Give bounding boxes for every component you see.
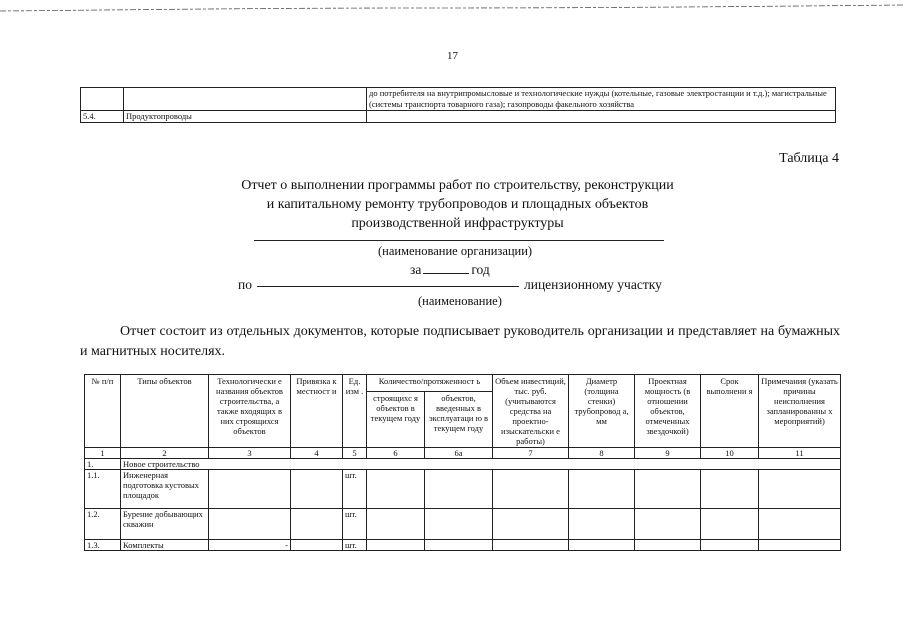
- column-number: 1: [85, 448, 121, 459]
- row-type: Комплекты: [121, 540, 209, 551]
- row-location: [291, 540, 343, 551]
- header-investment: Объем инвестиций, тыс. руб. (учитываются средства на проектно-изыскательски е работы): [493, 375, 569, 448]
- row-cell: [635, 470, 701, 509]
- row-number: 1.1.: [85, 470, 121, 509]
- row-cell: [493, 509, 569, 540]
- row-tech: [209, 509, 291, 540]
- row-cell: [425, 540, 493, 551]
- row-cell: [701, 540, 759, 551]
- year-line: [410, 262, 490, 278]
- table-label: Таблица 4: [779, 151, 839, 166]
- row-name: [124, 88, 367, 111]
- row-location: [291, 509, 343, 540]
- row-cell: [759, 470, 841, 509]
- scan-edge-artifact: [0, 2, 905, 16]
- row-cell: [635, 509, 701, 540]
- title-line: производственной инфраструктуры: [351, 216, 564, 231]
- column-number: 4: [291, 448, 343, 459]
- row-number: 1.3.: [85, 540, 121, 551]
- row-cell: [569, 509, 635, 540]
- body-paragraph: Отчет состоит из отдельных документов, которые подписывает руководитель организации и представляет на бумажных и магнитных носителях.: [80, 324, 840, 359]
- header-row: [85, 375, 841, 392]
- header-diameter: Диаметр (толщина стенки) трубопровод а, мм: [569, 375, 635, 448]
- title-line: и капитальному ремонту трубопроводов и площадных объектов: [266, 197, 649, 212]
- row-cell: [569, 540, 635, 551]
- header-quantity: Количество/протяженност ь: [367, 375, 493, 392]
- row-type: Бурение добывающих скважин: [121, 509, 209, 540]
- row-unit: шт.: [343, 509, 367, 540]
- row-cell: [701, 509, 759, 540]
- column-number: 10: [701, 448, 759, 459]
- row-cell: [493, 470, 569, 509]
- report-table: [84, 374, 841, 551]
- table-row: [85, 509, 841, 540]
- license-prefix: по: [238, 277, 252, 292]
- name-caption: (наименование): [418, 294, 502, 308]
- header-capacity: Проектная мощность (в отношении объектов, отмеченных звездочкой): [635, 375, 701, 448]
- column-number: 8: [569, 448, 635, 459]
- row-cell: [701, 470, 759, 509]
- header-num: № п/п: [85, 375, 121, 448]
- row-type: Инженерная подготовка кустовых площадок: [121, 470, 209, 509]
- header-type: Типы объектов: [121, 375, 209, 448]
- section-label: Новое строительство: [121, 459, 841, 470]
- row-unit: шт.: [343, 470, 367, 509]
- column-number: 9: [635, 448, 701, 459]
- row-cell: [569, 470, 635, 509]
- column-number: 3: [209, 448, 291, 459]
- row-cell: [759, 509, 841, 540]
- header-notes: Примечания (указать причины неисполнения запланированны х мероприятий): [759, 375, 841, 448]
- header-tech-names: Технологически е названия объектов строительства, а также входящих в них строящихся объектов: [209, 375, 291, 448]
- column-number-row: [85, 448, 841, 459]
- table-row: [81, 111, 836, 123]
- column-number: 6: [367, 448, 425, 459]
- row-description: до потребителя на внутрипромысловые и технологические нужды (котельные, газовые электростанции и т.д.); магистральные (системы транспорта товарного газа); газопроводы факельного хозяйства: [367, 88, 836, 111]
- row-cell: [759, 540, 841, 551]
- year-blank: [423, 273, 469, 274]
- row-number: [81, 88, 124, 111]
- license-suffix: лицензионному участку: [523, 277, 662, 292]
- page-number: 17: [447, 50, 458, 62]
- row-number: 1.2.: [85, 509, 121, 540]
- table-row: [85, 470, 841, 509]
- row-location: [291, 470, 343, 509]
- title-line: Отчет о выполнении программы работ по строительству, реконструкции: [241, 178, 674, 193]
- table-row: [85, 540, 841, 551]
- organization-name-blank: [254, 240, 664, 241]
- column-number: 11: [759, 448, 841, 459]
- table-row: [81, 88, 836, 111]
- column-number: 6а: [425, 448, 493, 459]
- column-number: 2: [121, 448, 209, 459]
- header-location: Привязка к местност и: [291, 375, 343, 448]
- row-tech: -: [209, 540, 291, 551]
- year-suffix: год: [471, 262, 490, 277]
- row-number: 1.: [85, 459, 121, 470]
- row-cell: [635, 540, 701, 551]
- row-cell: [367, 509, 425, 540]
- header-deadline: Срок выполнени я: [701, 375, 759, 448]
- row-cell: [425, 509, 493, 540]
- column-number: 7: [493, 448, 569, 459]
- row-number: 5.4.: [81, 111, 124, 123]
- license-area-line: [238, 277, 662, 293]
- section-row: [85, 459, 841, 470]
- previous-table-fragment: [80, 87, 836, 123]
- row-cell: [367, 470, 425, 509]
- row-unit: шт.: [343, 540, 367, 551]
- row-cell: [493, 540, 569, 551]
- header-commissioned: объектов, введенных в эксплуатаци ю в текущем году: [425, 391, 493, 447]
- row-tech: [209, 470, 291, 509]
- row-cell: [425, 470, 493, 509]
- license-area-blank: [257, 286, 519, 287]
- document-title: [0, 176, 905, 233]
- organization-caption: (наименование организации): [378, 244, 533, 258]
- header-unit: Ед. изм .: [343, 375, 367, 448]
- year-prefix: за: [410, 262, 422, 277]
- header-under-construction: строящихс я объектов в текущем году: [367, 391, 425, 447]
- row-name: Продуктопроводы: [124, 111, 367, 123]
- row-description: [367, 111, 836, 123]
- column-number: 5: [343, 448, 367, 459]
- row-cell: [367, 540, 425, 551]
